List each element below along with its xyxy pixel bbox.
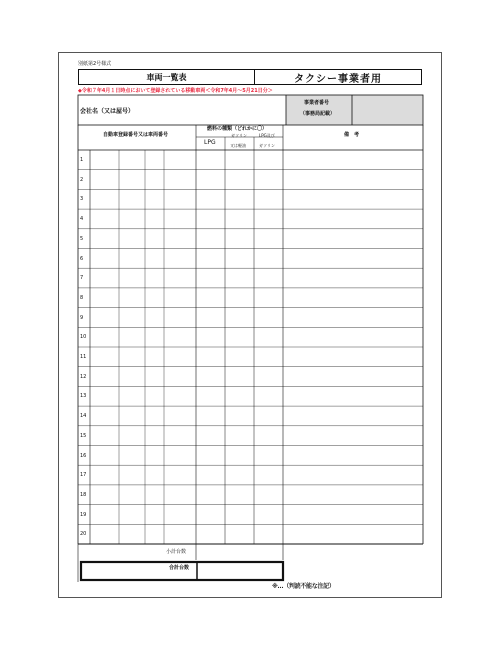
row-number: 11 (80, 354, 87, 360)
row-number: 18 (80, 491, 87, 498)
row-number: 9 (80, 314, 84, 321)
row-number: 15 (80, 432, 87, 439)
registration-header: 自動車登録番号又は車両番号 (103, 132, 169, 138)
row-number: 4 (80, 216, 84, 223)
total-label: 合計台数 (169, 565, 190, 571)
row-number: 20 (80, 531, 87, 538)
row-number: 17 (80, 472, 87, 479)
row-number: 13 (80, 393, 87, 400)
notice-text: ◆令和７年4月１日時点において登録されている移動車両＜令和7年4月～5月21日分＞ (78, 88, 273, 94)
row-number: 6 (80, 255, 84, 262)
row-number: 5 (80, 235, 84, 242)
row-number: 19 (80, 511, 87, 518)
row-number: 2 (80, 176, 84, 183)
form-number: 別紙第2号様式 (78, 61, 112, 67)
fuel-lpg-header: LPG (204, 139, 216, 146)
footer-note: ※…（判読不能な注記） (272, 583, 335, 590)
fuel-type-header: 燃料の種類（どれかに〇） (207, 126, 268, 132)
row-number: 12 (80, 373, 87, 380)
fuel-lpg-and-subheader: ガソリン (259, 143, 275, 148)
title-right: タクシー事業者用 (294, 73, 382, 85)
row-number: 8 (80, 294, 84, 301)
remarks-header: 備 考 (344, 132, 360, 138)
operator-number-label: 事業者番号 (304, 100, 330, 106)
row-number: 10 (80, 334, 87, 341)
company-label: 会社名（又は屋号） (80, 108, 135, 115)
row-number: 7 (80, 275, 84, 282)
row-number: 1 (80, 157, 84, 163)
row-number: 14 (80, 413, 87, 420)
subtotal-label: 小計台数 (166, 549, 187, 555)
fuel-gasoline-subheader: 又は軽油 (230, 143, 246, 148)
row-number: 3 (80, 196, 84, 203)
fuel-lpg-and-header: LPG及び (259, 133, 275, 138)
row-number: 16 (80, 452, 87, 459)
fuel-gasoline-header: ガソリン (231, 133, 247, 138)
table-body (78, 125, 423, 582)
title-left: 車両一覧表 (79, 70, 255, 84)
operator-number-sublabel: （事務局記載） (300, 111, 336, 117)
